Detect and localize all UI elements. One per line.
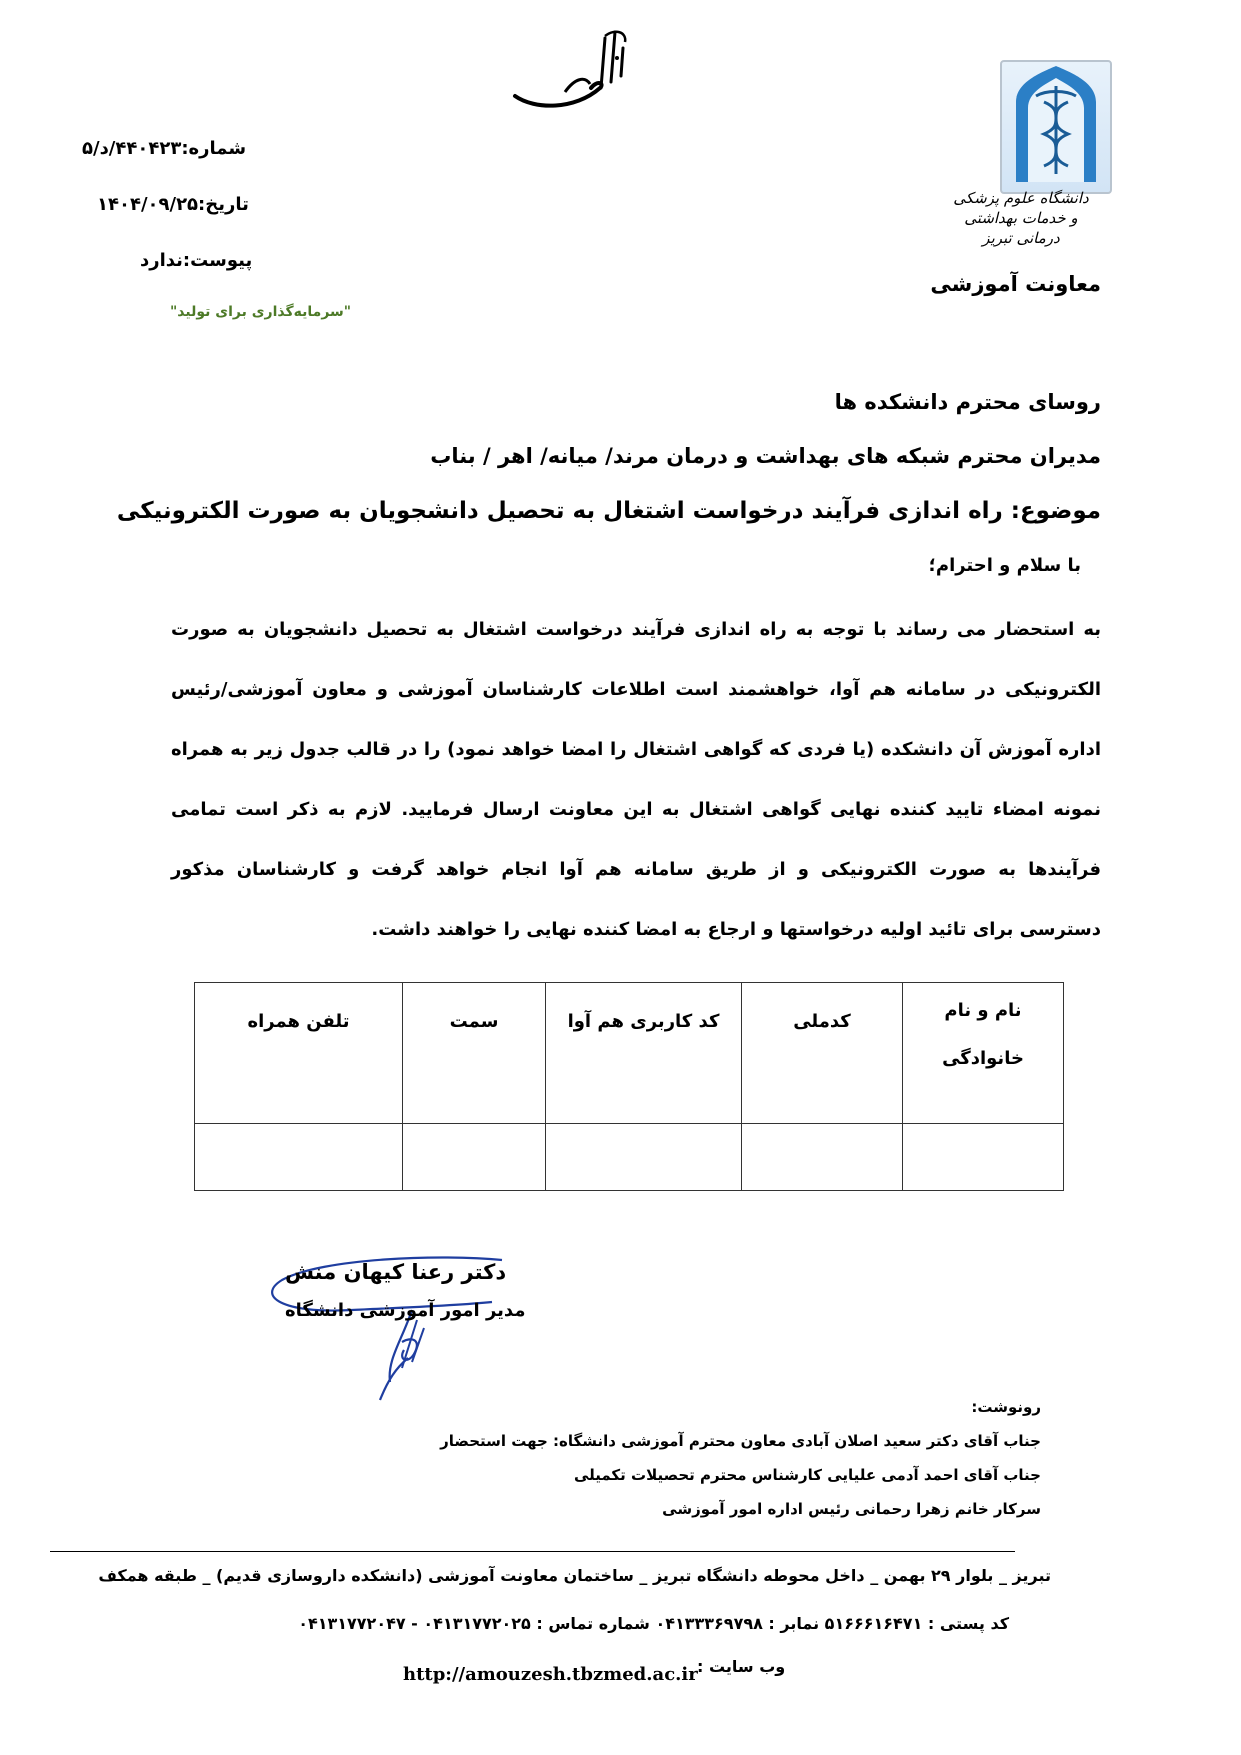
header-fullname-line2: خانوادگی xyxy=(942,1048,1024,1069)
header-fullname-line1: نام و نام xyxy=(944,1000,1022,1021)
cc-item-3: سرکار خانم زهرا رحمانی رئیس اداره امور آموزشی xyxy=(662,1500,1041,1518)
university-logo xyxy=(1000,60,1112,194)
header-position-label: سمت xyxy=(449,1011,499,1032)
cc-item-2: جناب آقای احمد آدمی علیایی کارشناس محترم تحصیلات تکمیلی xyxy=(573,1466,1041,1484)
university-name xyxy=(941,188,1101,248)
subject-line: موضوع: راه اندازی فرآیند درخواست اشتغال به تحصیل دانشجویان به صورت الکترونیکی xyxy=(116,498,1101,524)
header-hamava-user xyxy=(546,983,742,1124)
signatory-name: دکتر رعنا کیهان منش xyxy=(285,1260,507,1284)
table-header-row xyxy=(195,983,1064,1124)
letter-number: شماره:۴۴۰۴۲۳/د/۵ xyxy=(82,138,247,159)
table-cell[interactable] xyxy=(903,1124,1064,1191)
header-national-id xyxy=(742,983,903,1124)
footer-divider xyxy=(50,1551,1015,1552)
table-cell[interactable] xyxy=(195,1124,403,1191)
table-cell[interactable] xyxy=(546,1124,742,1191)
website-link[interactable]: http://amouzesh.tbzmed.ac.ir xyxy=(403,1664,698,1685)
cc-item-1: جناب آقای دکتر سعید اصلان آبادی معاون محترم آموزشی دانشگاه: جهت استحضار xyxy=(440,1432,1041,1450)
letter-attachment: پیوست:ندارد xyxy=(140,250,253,271)
header-fullname xyxy=(903,983,1064,1124)
department-name: معاونت آموزشی xyxy=(930,272,1101,296)
header-national-id-label: کدملی xyxy=(793,1011,851,1032)
cc-label: رونوشت: xyxy=(971,1398,1041,1416)
footer-contact: کد پستی : ۵۱۶۶۶۱۶۴۷۱ نمابر : ۰۴۱۳۳۳۶۹۷۹۸ شماره تماس : ۰۴۱۳۱۷۷۲۰۲۵ - ۰۴۱۳۱۷۷۲۰۴۷ xyxy=(298,1614,1009,1633)
footer-address: تبریز _ بلوار ۲۹ بهمن _ داخل محوطه دانشگاه تبریز _ ساختمان معاونت آموزشی (دانشکده داروسازی قدیم) _ طبقه همکف xyxy=(98,1566,1051,1585)
table-cell[interactable] xyxy=(403,1124,546,1191)
table-cell[interactable] xyxy=(742,1124,903,1191)
table-row xyxy=(195,1124,1064,1191)
header-hamava-user-label: کد کاربری هم آوا xyxy=(567,1011,720,1032)
caduceus-icon xyxy=(1002,62,1110,192)
greeting: با سلام و احترام؛ xyxy=(928,555,1081,576)
addressee-line2: مدیران محترم شبکه های بهداشت و درمان مرند/ میانه/ اهر / بناب xyxy=(430,444,1101,468)
signatory-title: مدیر امور آموزشی دانشگاه xyxy=(285,1300,526,1321)
university-name-line1: دانشگاه علوم پزشکی xyxy=(953,189,1089,207)
slogan: "سرمایه‌گذاری برای تولید" xyxy=(170,304,352,320)
university-name-line2: و خدمات بهداشتی درمانی تبریز xyxy=(964,209,1078,247)
letter-date: تاریخ:۱۴۰۴/۰۹/۲۵ xyxy=(97,194,249,215)
letter-body: به استحضار می رساند با توجه به راه اندازی فرآیند درخواست اشتغال به تحصیل دانشجویان به صورت الکترونیکی در سامانه هم آوا، خواهشمند است اطلاعات کارشناسان آموزشی و معاون آموزشی/رئیس اداره آموزش آن دانشکده (یا فردی که گواهی اشتغال را امضا خواهد نمود) را در قالب جدول زیر به همراه نمونه امضاء تایید کننده نهایی گواهی اشتغال به این معاونت ارسال فرمایید. لازم به ذکر است تمامی فرآیندها به صورت الکترونیکی و از طریق سامانه هم آوا انجام خواهد گرفت و کارشناسان مذکور دسترسی برای تائید اولیه درخواستها و ارجاع به امضا کننده نهایی را خواهند داشت. xyxy=(171,619,1101,940)
staff-info-table xyxy=(194,982,1064,1191)
addressee-line1: روسای محترم دانشکده ها xyxy=(834,390,1101,414)
website-label: وب سایت : xyxy=(697,1657,786,1676)
header-mobile-label: تلفن همراه xyxy=(247,1011,350,1032)
basmala-calligraphy xyxy=(505,18,635,118)
header-mobile xyxy=(195,983,403,1124)
header-position xyxy=(403,983,546,1124)
